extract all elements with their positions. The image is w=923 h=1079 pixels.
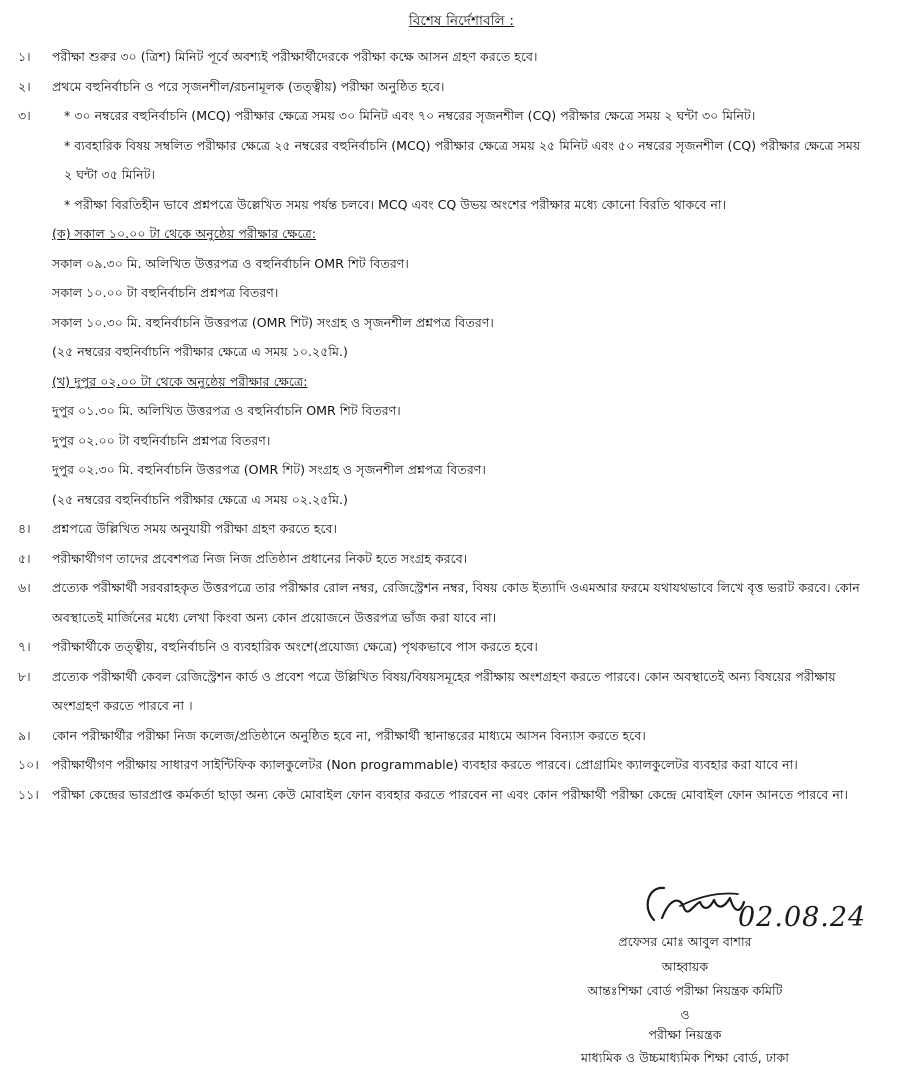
signature-date: 02.08.24 <box>738 902 867 933</box>
item-number: ৭। <box>18 639 31 654</box>
list-item <box>18 662 908 721</box>
list-item <box>18 42 908 72</box>
list-item <box>18 101 908 514</box>
item-text: অবস্থাতেই মার্জিনের মধ্যে লেখা কিংবা অন্য কোন প্রয়োজনে উত্তরপত্র ভাঁজ করা যাবে না। <box>52 609 497 625</box>
item-text: প্রথমে বহুনির্বাচনি ও পরে সৃজনশীল/রচনামূলক (তত্ত্বীয়) পরীক্ষা অনুষ্ঠিত হবে। <box>52 78 445 94</box>
schedule-line: সকাল ১০.০০ টা বহুনির্বাচনি প্রশ্নপত্র বিতরণ। <box>52 285 279 300</box>
list-item <box>18 514 908 544</box>
item-number: ২। <box>18 78 31 94</box>
list-item <box>18 721 908 751</box>
instruction-list <box>18 42 908 809</box>
item-number: ৮। <box>18 668 31 684</box>
list-item <box>18 750 908 780</box>
signatory-committee: আন্তঃশিক্ষা বোর্ড পরীক্ষা নিয়ন্ত্রক কমিটি <box>587 983 783 998</box>
item-text: পরীক্ষার্থীগণ পরীক্ষায় সাধারণ সাইন্টিফিক ক্যালকুলেটর (Non programmable) ব্যবহার করতে পারবে। প্রোগ্রামিং ক্যালকুলেটর ব্যবহার করা যাবে না। <box>52 757 798 772</box>
schedule-line: দুপুর ০২.০০ টা বহুনির্বাচনি প্রশ্নপত্র বিতরণ। <box>52 432 271 448</box>
item-number: ৪। <box>18 521 31 536</box>
item-number: ৬। <box>18 580 31 595</box>
section-heading-text: (খ) দুপুর ০২.০০ টা থেকে অনুষ্ঠেয় পরীক্ষার ক্ষেত্রে: <box>52 373 308 389</box>
schedule-line: দুপুর ০১.৩০ মি. অলিখিত উত্তরপত্র ও বহুনির্বাচনি OMR শিট বিতরণ। <box>52 403 401 418</box>
item-text: পরীক্ষা শুরুর ৩০ (ত্রিশ) মিনিট পূর্বে অবশ্যই পরীক্ষার্থীদেরকে পরীক্ষা কক্ষে আসন গ্রহণ করতে হবে। <box>52 49 538 64</box>
item-text: প্রশ্নপত্রে উল্লিখিত সময় অনুযায়ী পরীক্ষা গ্রহণ করতে হবে। <box>52 521 338 536</box>
item-text: পরীক্ষার্থীকে তত্ত্বীয়, বহুনির্বাচনি ও ব্যবহারিক অংশে(প্রযোজ্য ক্ষেত্রে) পৃথকভাবে পাস করতে হবে। <box>52 639 538 654</box>
list-item <box>18 780 908 810</box>
schedule-line: সকাল ১০.৩০ মি. বহুনির্বাচনি উত্তরপত্র (OMR শিট) সংগ্রহ ও সৃজনশীল প্রশ্নপত্র বিতরণ। <box>52 314 494 330</box>
list-item <box>18 544 908 574</box>
item-text: * ৩০ নম্বরের বহুনির্বাচনি (MCQ) পরীক্ষার ক্ষেত্রে সময় ৩০ মিনিট এবং ৭০ নম্বরের সৃজনশীল (CQ) পরীক্ষার ক্ষেত্রে সময় ২ ঘন্টা ৩০ মিনিট। <box>64 108 756 123</box>
schedule-line: সকাল ০৯.৩০ মি. অলিখিত উত্তরপত্র ও বহুনির্বাচনি OMR শিট বিতরণ। <box>52 255 409 271</box>
list-item <box>18 573 908 632</box>
item-text: * পরীক্ষা বিরতিহীন ভাবে প্রশ্নপত্রে উল্লেখিত সময় পর্যন্ত চলবে। MCQ এবং CQ উভয় অংশের পরীক্ষার মধ্যে কোনো বিরতি থাকবে না। <box>64 196 727 212</box>
signatory-role: আহ্বায়ক <box>661 959 709 974</box>
signatory-board: মাধ্যমিক ও উচ্চমাধ্যমিক শিক্ষা বোর্ড, ঢাকা <box>581 1050 789 1065</box>
schedule-note: (২৫ নম্বরের বহুনির্বাচনি পরীক্ষার ক্ষেত্রে এ সময় ০২.২৫মি.) <box>52 491 348 507</box>
signatory-title: পরীক্ষা নিয়ন্ত্রক <box>648 1027 722 1042</box>
item-text: পরীক্ষা কেন্দ্রের ভারপ্রাপ্ত কর্মকর্তা ছাড়া অন্য কেউ মোবাইল ফোন ব্যবহার করতে পারবেন না এবং কোন পরীক্ষার্থী পরীক্ষা কেন্দ্রে মোবাইল ফোন আনতে পারবে না। <box>52 786 849 802</box>
signatory-and: ও <box>680 1007 690 1022</box>
section-heading-text: (ক) সকাল ১০.০০ টা থেকে অনুষ্ঠেয় পরীক্ষার ক্ষেত্রে: <box>52 226 317 241</box>
item-number: ৩। <box>18 108 31 123</box>
item-text: * ব্যবহারিক বিষয় সম্বলিত পরীক্ষার ক্ষেত্রে ২৫ নম্বরের বহুনির্বাচনি (MCQ) পরীক্ষার ক্ষেত্রে সময় ২৫ মিনিট এবং ৫০ নম্বরের সৃজনশীল (CQ) পরীক্ষার ক্ষেত্রে সময় <box>64 137 861 153</box>
item-number: ৫। <box>18 550 31 566</box>
item-text: প্রত্যেক পরীক্ষার্থী সরবরাহকৃত উত্তরপত্রে তার পরীক্ষার রোল নম্বর, রেজিস্ট্রেশন নম্বর, বিষয় কোড ইত্যাদি ওএমআর ফরমে যথাযথভাবে লিখে বৃত্ত ভরাট করবে। কোন <box>52 580 860 595</box>
signatory-name: প্রফেসর মোঃ আবুল বাশার <box>618 934 752 949</box>
item-text: প্রত্যেক পরীক্ষার্থী কেবল রেজিস্ট্রেশন কার্ড ও প্রবেশ পত্রে উল্লিখিত বিষয়/বিষয়সমূহের পরীক্ষায় অংশগ্রহণ করতে পারবে। কোন অবস্থাতেই অন্য বিষয়ের পরীক্ষায় <box>52 668 836 684</box>
item-text: পরীক্ষার্থীগণ তাদের প্রবেশপত্র নিজ নিজ প্রতিষ্ঠান প্রধানের নিকট হতে সংগ্রহ করবে। <box>52 550 468 566</box>
item-number: ৯। <box>18 727 31 743</box>
page-title: বিশেষ নির্দেশাবলি : <box>408 13 515 29</box>
item-text: অংশগ্রহণ করতে পারবে না । <box>52 698 193 713</box>
schedule-note: (২৫ নম্বরের বহুনির্বাচনি পরীক্ষার ক্ষেত্রে এ সময় ১০.২৫মি.) <box>52 344 348 359</box>
list-item <box>18 632 908 662</box>
item-text: কোন পরীক্ষার্থীর পরীক্ষা নিজ কলেজ/প্রতিষ্ঠানে অনুষ্ঠিত হবে না, পরীক্ষার্থী স্থানান্তরের মাধ্যমে আসন বিন্যাস করতে হবে। <box>52 727 646 743</box>
schedule-line: দুপুর ০২.৩০ মি. বহুনির্বাচনি উত্তরপত্র (OMR শিট) সংগ্রহ ও সৃজনশীল প্রশ্নপত্র বিতরণ। <box>52 462 486 477</box>
item-number: ১০। <box>18 757 39 772</box>
item-text: ২ ঘন্টা ৩৫ মিনিট। <box>64 167 155 182</box>
section-heading <box>52 367 908 397</box>
section-heading <box>52 219 908 249</box>
item-number: ১১। <box>18 786 39 802</box>
item-number: ১। <box>18 49 31 64</box>
list-item <box>18 72 908 102</box>
